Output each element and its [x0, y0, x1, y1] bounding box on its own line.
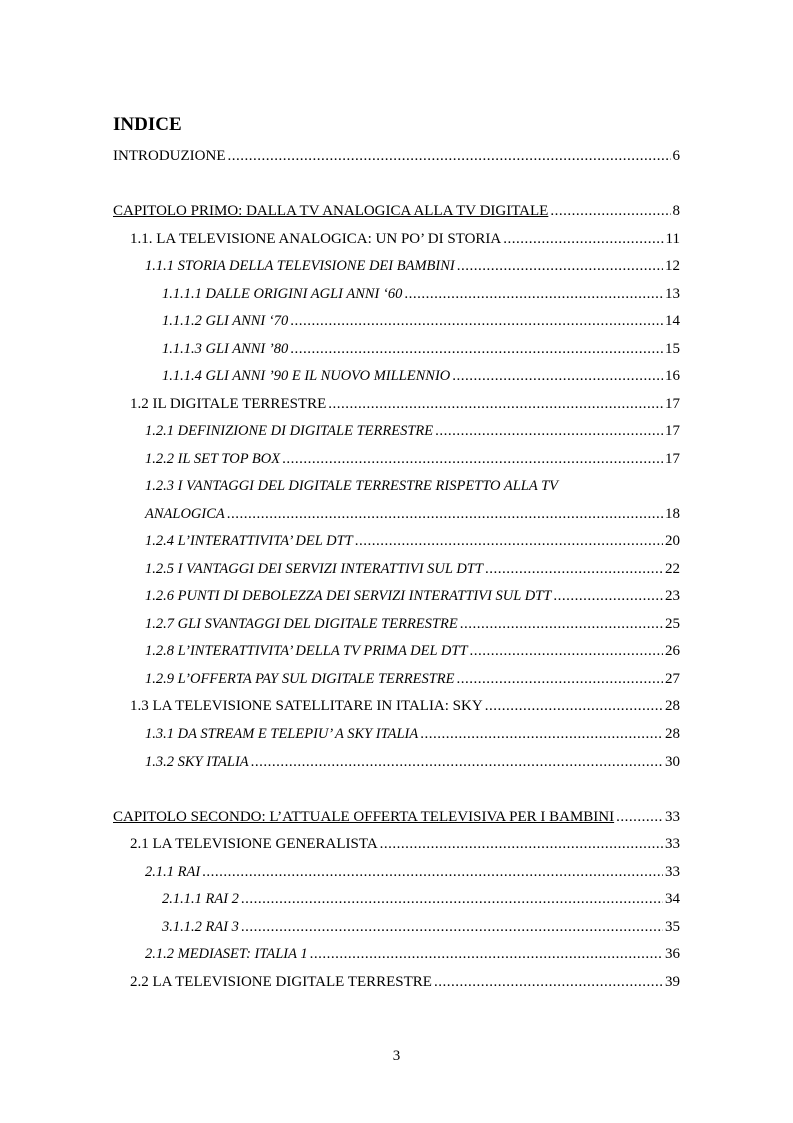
toc-entry-page: 33	[665, 809, 680, 825]
toc-entry-2-2[interactable]	[130, 972, 680, 992]
toc-leader-dots	[282, 449, 663, 469]
toc-entry-1-1[interactable]	[130, 229, 680, 249]
toc-leader-dots	[457, 256, 663, 276]
toc-entry-page: 14	[665, 313, 680, 329]
toc-entry-page: 22	[665, 561, 680, 577]
toc-entry-page: 17	[665, 396, 680, 412]
toc-leader-dots	[241, 917, 663, 937]
toc-entry-1-2-4[interactable]	[145, 531, 680, 551]
toc-entry-label: 1.2.9 L’OFFERTA PAY SUL DIGITALE TERRESTRE	[145, 671, 455, 687]
toc-leader-dots	[452, 366, 663, 386]
toc-entry-page: 33	[665, 836, 680, 852]
toc-leader-dots	[503, 229, 663, 249]
toc-leader-dots	[328, 394, 663, 414]
toc-entry-3-1-1-2[interactable]	[162, 917, 680, 937]
toc-entry-label: 1.1.1 STORIA DELLA TELEVISIONE DEI BAMBINI	[145, 258, 455, 274]
toc-entry-label: 2.1 LA TELEVISIONE GENERALISTA	[130, 836, 378, 852]
toc-entry-introduzione[interactable]	[113, 146, 680, 166]
toc-entry-page: 8	[672, 203, 680, 219]
toc-entry-1-2-1[interactable]	[145, 421, 680, 441]
toc-entry-label: 1.2.2 IL SET TOP BOX	[145, 451, 281, 467]
toc-entry-1-2-6[interactable]	[145, 586, 680, 606]
toc-entry-1-2[interactable]	[130, 394, 680, 414]
toc-entry-label: 1.2.1 DEFINIZIONE DI DIGITALE TERRESTRE	[145, 423, 434, 439]
toc-entry-label: 1.1. LA TELEVISIONE ANALOGICA: UN PO’ DI STORIA	[130, 231, 502, 247]
toc-leader-dots	[420, 724, 663, 744]
toc-entry-capitolo-primo[interactable]	[113, 201, 680, 221]
toc-entry-1-2-8[interactable]	[145, 641, 680, 661]
toc-entry-label: 1.3.1 DA STREAM E TELEPIU’ A SKY ITALIA	[145, 726, 419, 742]
toc-leader-dots	[460, 614, 663, 634]
toc-entry-label: 1.2.5 I VANTAGGI DEI SERVIZI INTERATTIVI SUL DTT	[145, 561, 483, 577]
toc-leader-dots	[380, 834, 663, 854]
toc-entry-1-2-3[interactable]	[145, 504, 680, 524]
toc-entry-page: 16	[665, 368, 680, 384]
toc-entry-label: 1.2.8 L’INTERATTIVITA’ DELLA TV PRIMA DEL DTT	[145, 643, 468, 659]
page-title: INDICE	[113, 114, 182, 135]
toc-entry-label: 1.1.1.3 GLI ANNI ’80	[162, 341, 289, 357]
toc-leader-dots	[241, 889, 663, 909]
toc-entry-page: 26	[665, 643, 680, 659]
toc-entry-1-1-1-2[interactable]	[162, 311, 680, 331]
toc-entry-label: 1.1.1.2 GLI ANNI ‘70	[162, 313, 289, 329]
toc-entry-label: 1.1.1.1 DALLE ORIGINI AGLI ANNI ‘60	[162, 286, 403, 302]
toc-entry-page: 39	[665, 974, 680, 990]
toc-entry-1-3-1[interactable]	[145, 724, 680, 744]
toc-entry-label: 1.3 LA TELEVISIONE SATELLITARE IN ITALIA: SKY	[130, 698, 483, 714]
toc-leader-dots	[456, 669, 663, 689]
toc-leader-dots	[485, 696, 663, 716]
toc-entry-1-3-2[interactable]	[145, 752, 680, 772]
toc-entry-label: 1.1.1.4 GLI ANNI ’90 E IL NUOVO MILLENNIO	[162, 368, 451, 384]
toc-leader-dots	[227, 146, 670, 166]
toc-entry-page: 18	[665, 506, 680, 522]
toc-entry-label: 1.2.7 GLI SVANTAGGI DEL DIGITALE TERRESTRE	[145, 616, 458, 632]
toc-entry-1-2-3-line1[interactable]: 1.2.3 I VANTAGGI DEL DIGITALE TERRESTRE RISPETTO ALLA TV	[145, 478, 559, 494]
toc-leader-dots	[616, 807, 663, 827]
toc-entry-page: 28	[665, 726, 680, 742]
toc-entry-label: 1.3.2 SKY ITALIA	[145, 754, 249, 770]
toc-leader-dots	[227, 504, 663, 524]
toc-entry-label: 2.2 LA TELEVISIONE DIGITALE TERRESTRE	[130, 974, 432, 990]
toc-leader-dots	[251, 752, 663, 772]
toc-entry-label: CAPITOLO PRIMO: DALLA TV ANALOGICA ALLA TV DIGITALE	[113, 203, 549, 219]
toc-leader-dots	[470, 641, 663, 661]
toc-leader-dots	[310, 944, 663, 964]
toc-leader-dots	[404, 284, 663, 304]
toc-entry-page: 34	[665, 891, 680, 907]
toc-entry-label: 1.2.4 L’INTERATTIVITA’ DEL DTT	[145, 533, 353, 549]
toc-leader-dots	[434, 972, 663, 992]
toc-entry-label: 3.1.1.2 RAI 3	[162, 919, 239, 935]
toc-entry-2-1-2[interactable]	[145, 944, 680, 964]
toc-entry-label: 1.2 IL DIGITALE TERRESTRE	[130, 396, 327, 412]
toc-entry-1-2-9[interactable]	[145, 669, 680, 689]
toc-entry-1-2-2[interactable]	[145, 449, 680, 469]
toc-entry-page: 6	[672, 148, 680, 164]
toc-entry-page: 12	[665, 258, 680, 274]
toc-entry-1-1-1-3[interactable]	[162, 339, 680, 359]
toc-entry-capitolo-secondo[interactable]	[113, 807, 680, 827]
toc-entry-1-1-1[interactable]	[145, 256, 680, 276]
toc-entry-label: CAPITOLO SECONDO: L’ATTUALE OFFERTA TELEVISIVA PER I BAMBINI	[113, 809, 615, 825]
toc-entry-page: 17	[665, 451, 680, 467]
page-number: 3	[392, 1048, 401, 1064]
toc-leader-dots	[202, 862, 663, 882]
toc-leader-dots	[290, 311, 663, 331]
toc-entry-page: 13	[665, 286, 680, 302]
toc-entry-page: 11	[665, 231, 680, 247]
toc-entry-label: 2.1.1.1 RAI 2	[162, 891, 239, 907]
toc-leader-dots	[553, 586, 663, 606]
toc-entry-2-1-1[interactable]	[145, 862, 680, 882]
toc-entry-page: 15	[665, 341, 680, 357]
toc-entry-1-1-1-4[interactable]	[162, 366, 680, 386]
toc-leader-dots	[290, 339, 663, 359]
toc-entry-page: 25	[665, 616, 680, 632]
toc-entry-label: 1.2.6 PUNTI DI DEBOLEZZA DEI SERVIZI INTERATTIVI SUL DTT	[145, 588, 552, 604]
toc-leader-dots	[435, 421, 663, 441]
toc-entry-page: 35	[665, 919, 680, 935]
toc-entry-1-2-5[interactable]	[145, 559, 680, 579]
toc-entry-label: 2.1.2 MEDIASET: ITALIA 1	[145, 946, 308, 962]
toc-entry-page: 27	[665, 671, 680, 687]
toc-entry-1-1-1-1[interactable]	[162, 284, 680, 304]
toc-entry-label: INTRODUZIONE	[113, 148, 226, 164]
toc-entry-1-2-7[interactable]	[145, 614, 680, 634]
toc-entry-2-1-1-1[interactable]	[162, 889, 680, 909]
toc-leader-dots	[485, 559, 663, 579]
toc-entry-2-1[interactable]	[130, 834, 680, 854]
toc-entry-label: ANALOGICA	[145, 506, 225, 522]
toc-entry-1-3[interactable]	[130, 696, 680, 716]
toc-entry-page: 36	[665, 946, 680, 962]
toc-entry-page: 20	[665, 533, 680, 549]
toc-entry-page: 23	[665, 588, 680, 604]
toc-entry-label: 2.1.1 RAI	[145, 864, 201, 880]
toc-entry-page: 17	[665, 423, 680, 439]
toc-leader-dots	[355, 531, 663, 551]
toc-leader-dots	[550, 201, 670, 221]
toc-entry-page: 30	[665, 754, 680, 770]
toc-entry-page: 33	[665, 864, 680, 880]
toc-entry-page: 28	[665, 698, 680, 714]
